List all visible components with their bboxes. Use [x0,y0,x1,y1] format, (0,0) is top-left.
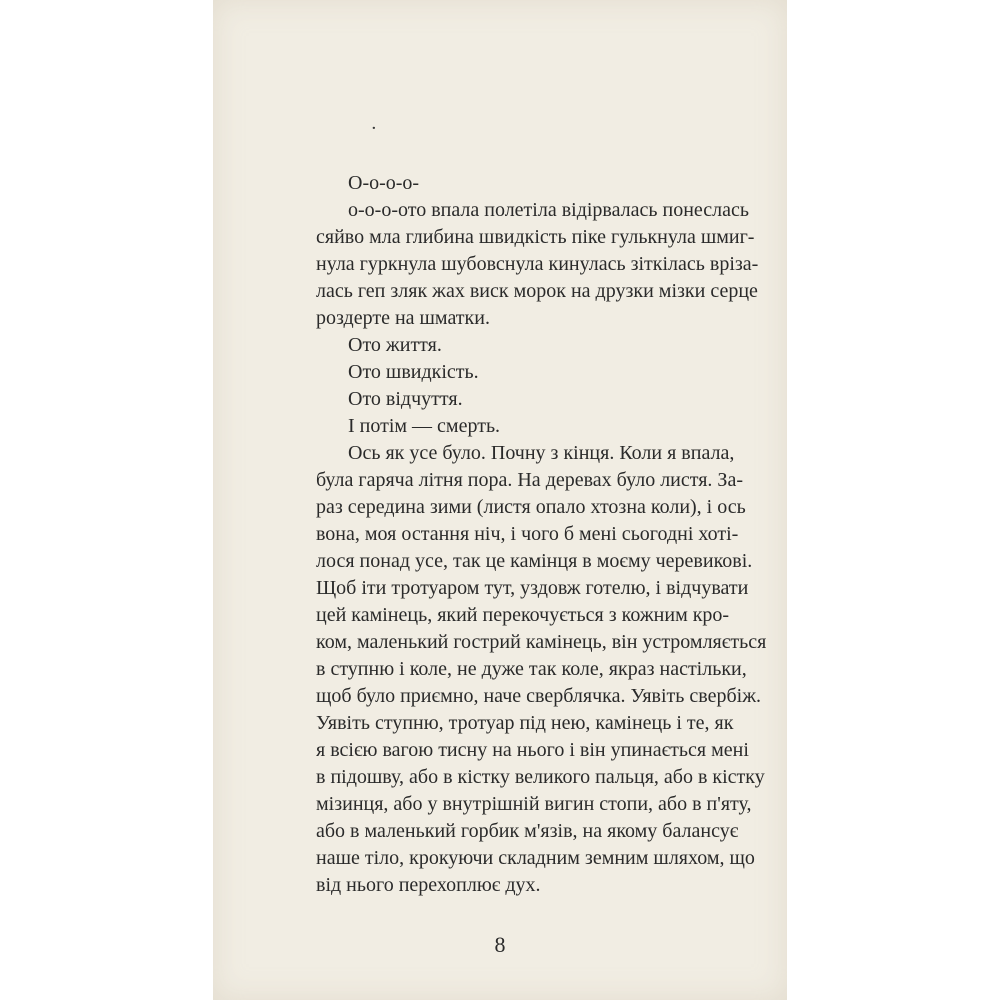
text-line: цей камінець, який перекочується з кожним кро- [316,604,730,626]
text-line: Ото відчуття. [348,388,463,410]
text-line: я всією вагою тисну на нього і він упинається мені [316,739,749,761]
text-line: сяйво мла глибина швидкість піке гулькнула шмиг- [316,226,755,248]
page-number: 8 [494,932,506,957]
text-line: Щоб іти тротуаром тут, уздовж готелю, і відчувати [316,577,749,599]
text-line: була гаряча літня пора. На деревах було листя. За- [316,469,743,491]
paragraph [284,413,716,440]
text-line: або в маленький горбик м'язів, на якому балансує [316,820,739,842]
paragraph [284,359,716,386]
text-line: о-о-о-ото впала полетіла відірвалась понеслась [348,199,750,221]
text-line: О-о-о-о- [348,172,420,194]
book-page [213,0,787,1000]
text-line: Ото швидкість. [348,361,479,383]
text-line: І потім — смерть. [348,415,501,437]
text-line: в підошву, або в кістку великого пальця, або в кістку [316,766,765,788]
paragraph [284,197,759,332]
paragraph [284,440,767,899]
paragraph [284,386,716,413]
text-line: вона, моя остання ніч, і чого б мені сьогодні хоті- [316,523,739,545]
text-line: ком, маленький гострий камінець, він устромляється [316,631,767,653]
paragraph [284,170,716,197]
text-line: роздерте на шматки. [316,307,490,329]
text-line: лась геп зляк жах виск морок на друзки мізки серце [316,280,758,302]
text-line: Ось як усе було. Почну з кінця. Коли я впала, [348,442,735,464]
text-line: Ото життя. [348,334,442,356]
ornament-mark: · [371,118,377,139]
text-line: від нього перехоплює дух. [316,874,541,896]
paragraph [284,332,716,359]
text-line: щоб було приємно, наче сверблячка. Уявіть свербіж. [316,685,762,707]
text-line: нула гуркнула шубовснула кинулась зіткілась вріза- [316,253,759,275]
text-line: наше тіло, крокуючи складним земним шляхом, що [316,847,755,869]
text-line: мізинця, або у внутрішній вигин стопи, або в п'яту, [316,793,752,815]
text-line: Уявіть ступню, тротуар під нею, камінець і те, як [316,712,734,734]
text-line: раз середина зими (листя опало хтозна коли), і ось [316,496,746,518]
body-text [284,170,767,899]
text-line: лося понад усе, так це камінця в моєму черевикові. [316,550,753,572]
text-line: в ступню і коле, не дуже так коле, якраз настільки, [316,658,747,680]
